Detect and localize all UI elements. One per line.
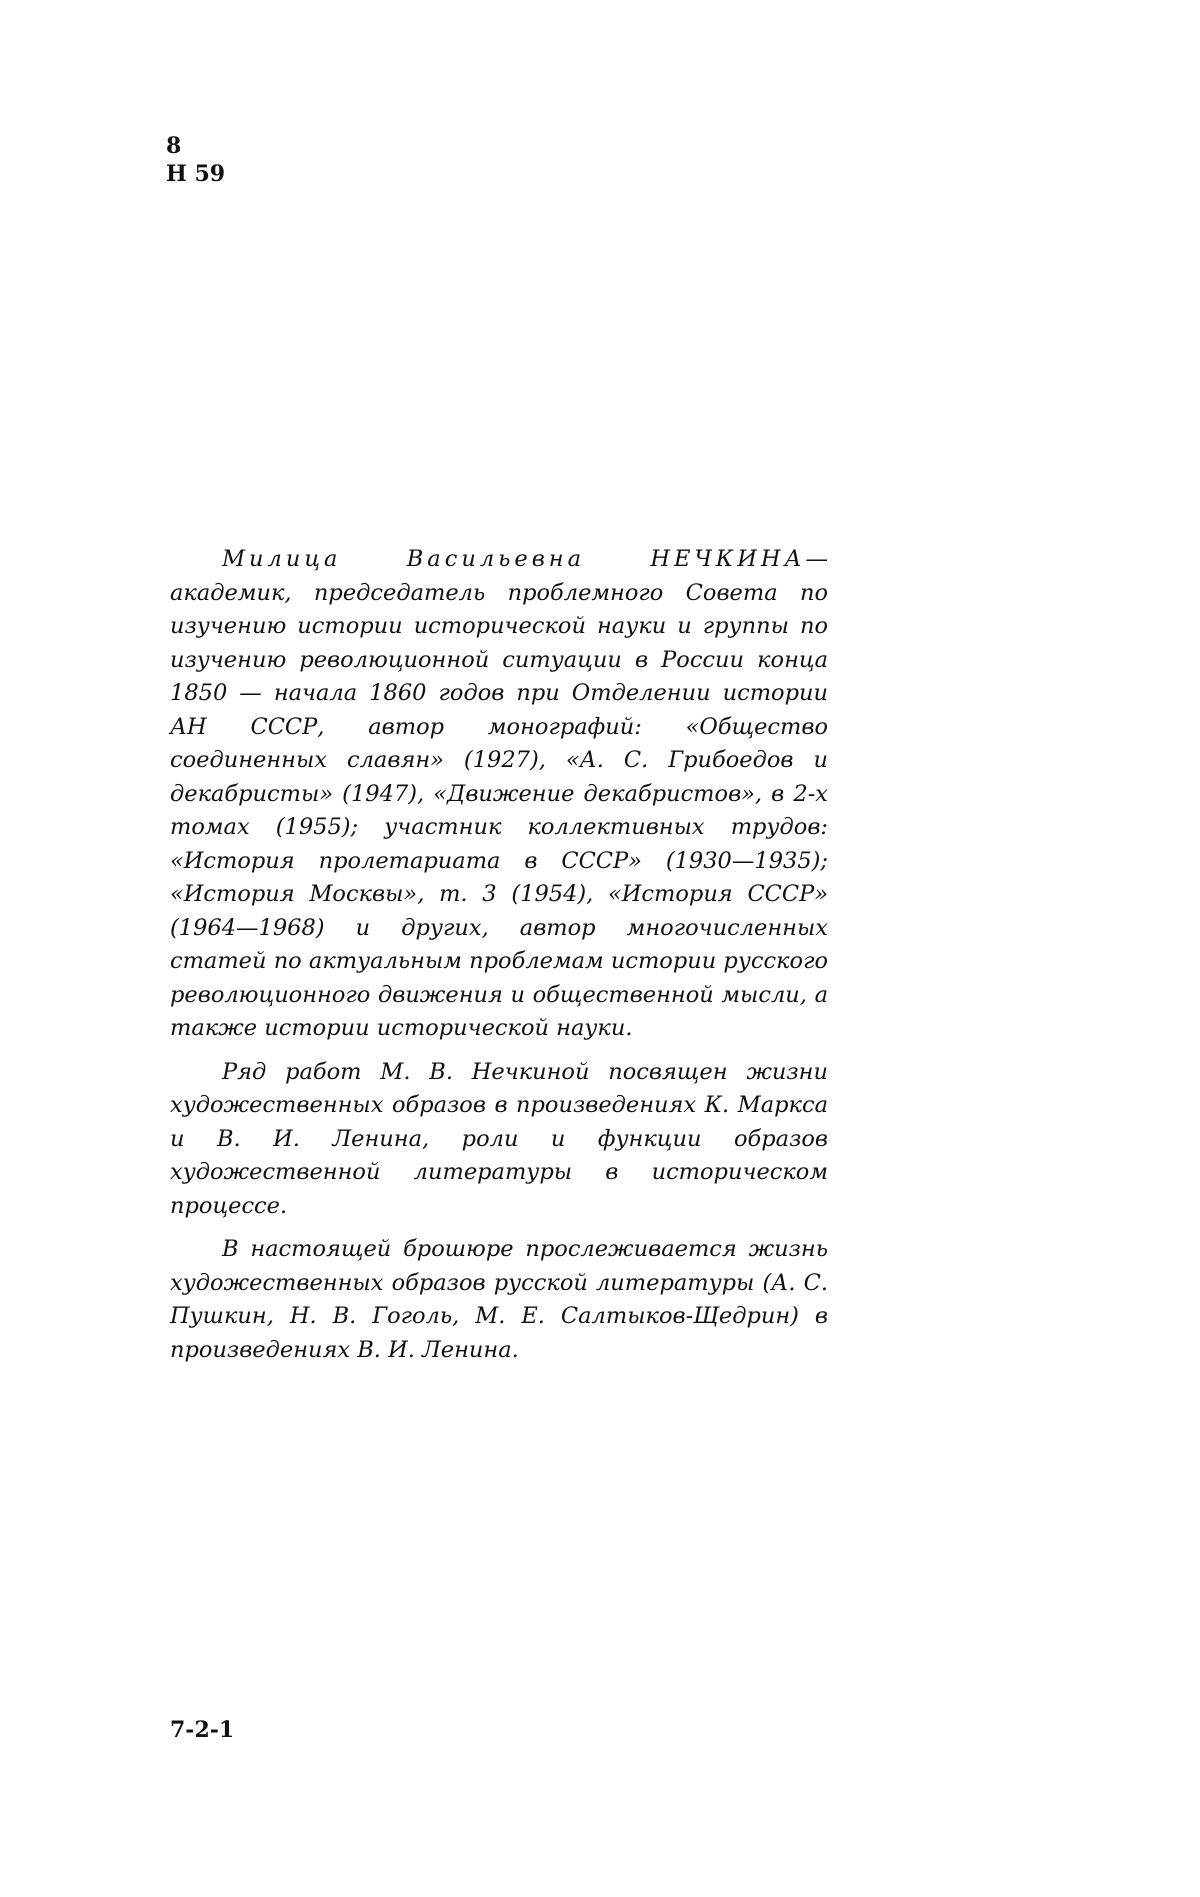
book-annotation — [170, 543, 828, 1377]
annotation-paragraph-brochure: В настоящей брошюре прослеживается жизнь художественных образов русской литературы (А. С. Пушкин, Н. В. Гоголь, М. Е. Салтыков-Щедрин) в произведениях В. И. Ленина. — [170, 1236, 828, 1363]
library-classification — [166, 132, 225, 188]
author-description: — академик, председатель проблемного Совета по изучению истории исторической науки и группы по изучению революционной ситуации в России конца 1850 — начала 1860 годов при Отделении истории АН СССР, автор монографий: «Общество соединенных славян» (1927), «А. С. Грибоедов и декабристы» (1947), «Движение декабристов», в 2-х томах (1955); участник коллективных трудов: «История пролетариата в СССР» (1930—1935); «История Москвы», т. 3 (1954), «История СССР» (1964—1968) и других, автор многочисленных статей по актуальным проблемам истории русского революционного движения и общественной мысли, а также истории исторической науки. — [170, 546, 828, 1041]
author-name: Милица Васильевна НЕЧКИНА — [222, 546, 806, 572]
author-mark: Н 59 — [166, 161, 226, 187]
annotation-paragraph-author — [170, 543, 828, 1046]
udc-index: 8 — [166, 133, 182, 159]
annotation-paragraph-works: Ряд работ М. В. Нечкиной посвящен жизни художественных образов в произведениях К. Маркса и В. И. Ленина, роли и функции образов художественной литературы в историческом процессе. — [170, 1058, 828, 1219]
publisher-code: 7-2-1 — [170, 1717, 235, 1743]
